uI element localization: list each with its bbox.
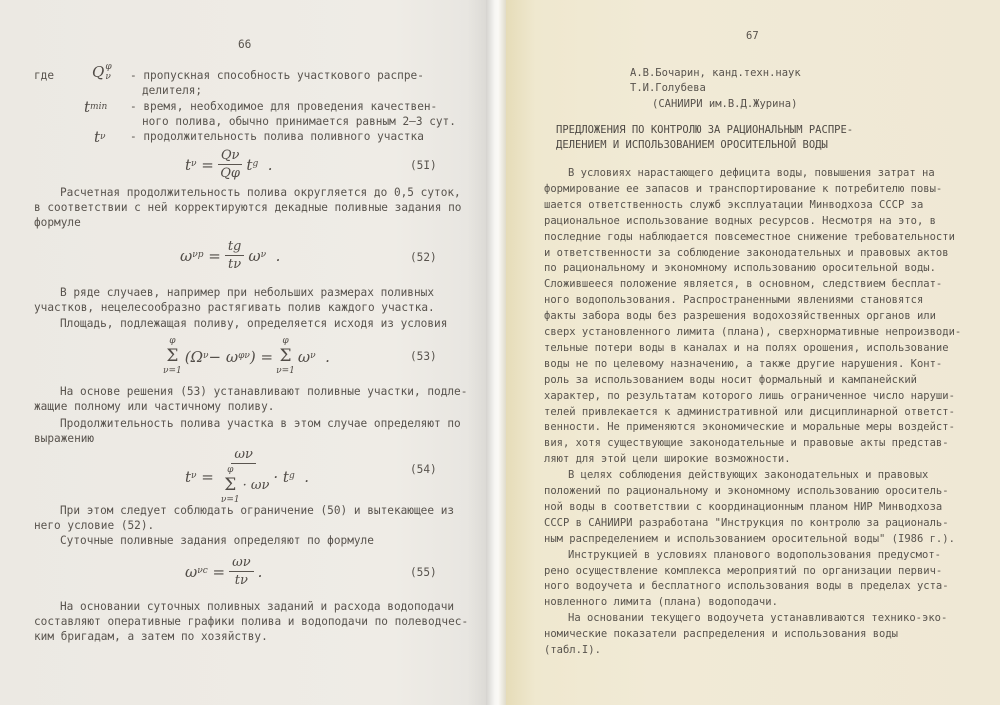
text-line: В условиях нарастающего дефицита воды, повышения затрат на — [568, 167, 935, 179]
text-line: выражению — [34, 432, 95, 445]
article-title: ПРЕДЛОЖЕНИЯ ПО КОНТРОЛЮ ЗА РАЦИОНАЛЬНЫМ РАСПРЕ- — [556, 124, 854, 136]
text-line: и ответственности за соблюдение законодательных и правовых актов — [544, 246, 949, 259]
text-line: роль за использованием воды носит формальный и кампанейский — [544, 373, 917, 386]
right-page — [506, 0, 1000, 705]
text-line: в соответствии с ней корректируются декадные поливные задания по — [34, 201, 462, 214]
text-line: СССР в САНИИРИ разработана "Инструкция по контролю за рациональ- — [544, 516, 949, 529]
text-line: составляют оперативные графики полива и водоподачи по полеводчес- — [34, 615, 469, 628]
definition-text: - время, необходимое для проведения качествен- — [130, 100, 438, 113]
text-line: формуле — [34, 216, 81, 229]
text-line: номические показатели распределения и использования воды — [544, 628, 899, 641]
text-line: вия, хотя существующие законодательные и правовые акты представ- — [544, 437, 949, 450]
text-line: новленного лимита (плана) водоподачи. — [544, 596, 778, 609]
text-line: В ряде случаев, например при небольших размерах поливных — [60, 286, 435, 299]
text-line: Расчетная продолжительность полива округляется до 0,5 суток, — [60, 186, 461, 199]
text-line: При этом следует соблюдать ограничение (50) и вытекающее из — [60, 504, 455, 517]
text-line: последние годы наблюдается повсеместное снижение требовательности — [544, 230, 955, 243]
book-spine — [486, 0, 508, 705]
text-line: ной воды в соответствии с координационным планом НИР Минводхоза — [544, 500, 943, 513]
text-line: (табл.I). — [544, 644, 601, 656]
affiliation: (САНИИРИ им.В.Д.Журина) — [652, 98, 798, 110]
text-line: формирование ее запасов и транспортирование к потребителю повы- — [544, 182, 943, 195]
equation-number: (5I) — [410, 159, 437, 172]
equation-52: ω νp = $\frac{tg}{t\nu}$ ω ν . — [180, 239, 281, 272]
definition-text: ного полива, обычно принимается равным 2–3 сут. — [142, 115, 456, 128]
page-number: 67 — [746, 30, 759, 42]
text-line: Суточные поливные задания определяют по формуле — [60, 534, 374, 547]
text-line: Площадь, подлежащая поливу, определяется исходя из условия — [60, 317, 448, 330]
text-line: телей привлекается к административной или дисциплинарной ответст- — [544, 405, 955, 418]
definition-text: - пропускная способность участкового распре- — [130, 69, 424, 82]
page-number: 66 — [238, 38, 252, 51]
text-line: жащие полному или частичному поливу. — [34, 400, 275, 413]
equation-number: (55) — [410, 566, 437, 579]
author-line: А.В.Бочарин, канд.техн.наук — [630, 67, 801, 79]
text-line: ким бригадам, а затем по хозяйству. — [34, 630, 268, 643]
left-page — [0, 0, 492, 705]
text-line: него условие (52). — [34, 519, 155, 532]
equation-number: (54) — [410, 463, 437, 476]
text-line: Сложившееся положение является, в основном, следствием бесплат- — [544, 278, 943, 291]
text-line: Инструкцией в условиях планового водопользования предусмот- — [568, 548, 941, 561]
text-line: рациональное использование водных ресурсов. Несмотря на это, в — [544, 214, 936, 227]
text-line: На основании текущего водоучета устанавливаются технико-эко- — [568, 612, 948, 625]
text-line: ляют для этой цели широкие возможности. — [544, 453, 791, 466]
text-line: венности. Не применяются экономические и моральные меры воздейст- — [544, 421, 955, 434]
equation-53: φ Σ ν=1 (Ω ν − ω φν ) = φ Σ ν=1 ω ν . — [163, 336, 330, 376]
text-line: В целях соблюдения действующих законодательных и правовых — [568, 469, 929, 482]
symbol-tv: t ν — [94, 128, 106, 146]
where-label: где — [34, 69, 55, 82]
definition-text: делителя; — [142, 84, 203, 97]
equation-number: (53) — [410, 350, 437, 363]
symbol-q: Q φ ν — [92, 62, 112, 82]
symbol-tmin: t min — [84, 98, 108, 116]
text-line: воды не по целевому назначению, а также другие нарушения. Конт- — [544, 357, 943, 370]
definition-text: - продолжительность полива поливного участка — [130, 130, 424, 143]
text-line: тельные потери воды в каналах и на полях орошения, использование — [544, 341, 949, 354]
text-line: Продолжительность полива участка в этом случае определяют по — [60, 417, 461, 430]
equation-55: ω νc = $\frac{\omega\nu}{t\nu}$ . — [185, 555, 263, 588]
text-line: рено осуществление комплекса мероприятий по организации первич- — [544, 564, 943, 577]
text-line: ного водопользования. Распространенными явлениями становятся — [544, 294, 924, 307]
text-line: шается ответственность служб эксплуатации Минводхоза СССР за — [544, 198, 924, 211]
text-line: На основе решения (53) устанавливают поливные участки, подле- — [60, 385, 468, 398]
text-line: характер, по результатам которого лишь ограниченное число наруши- — [544, 389, 955, 402]
text-line: участков, нецелесообразно растягивать полив каждого участка. — [34, 301, 435, 314]
equation-number: (52) — [410, 251, 437, 264]
equation-54: t ν = ων φ Σ ν=1 · ων · t g . — [185, 447, 310, 505]
text-line: положений по рациональному и экономному использованию ороситель- — [544, 485, 949, 497]
text-line: ным распределением и использованием оросительной воды" (I986 г.). — [544, 532, 955, 545]
text-line: по рациональному и экономному использованию оросительной воды. — [544, 262, 936, 275]
author-line: Т.И.Голубева — [630, 82, 706, 94]
equation-51: t ν = $\frac{Q\nu}{Q\varphi}$ t g . — [185, 148, 273, 181]
text-line: сверх установленного лимита (плана), сверхнормативные непроизводи- — [544, 326, 962, 338]
text-line: ного водоучета и бесплатного использования воды в пределах уста- — [544, 580, 949, 593]
text-line: На основании суточных поливных заданий и расхода водоподачи — [60, 600, 455, 613]
article-title: ДЕЛЕНИЕМ И ИСПОЛЬЗОВАНИЕМ ОРОСИТЕЛЬНОЙ ВОДЫ — [556, 139, 828, 151]
text-line: факты забора воды без разрешения водохозяйственных органов или — [544, 310, 936, 323]
